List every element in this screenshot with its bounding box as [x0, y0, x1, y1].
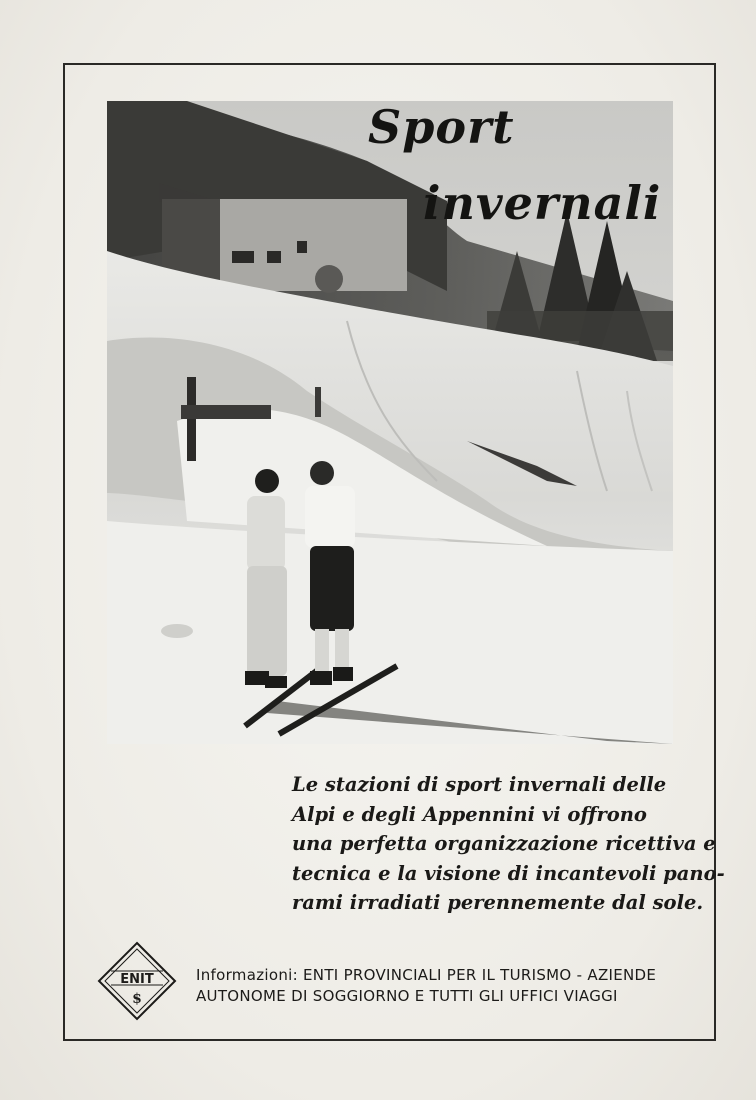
svg-text:$: $ [132, 991, 142, 1007]
enit-diamond-icon [97, 941, 177, 1021]
body-line-2: Alpi e degli Appennini vi offrono [292, 802, 647, 826]
body-line-5: rami irradiati perennemente dal sole. [292, 891, 704, 914]
body-line-3: una perfetta organizzazione ricettiva e [292, 832, 716, 855]
body-text [292, 770, 725, 918]
info-line-1-text: ENTI PROVINCIALI PER IL TURISMO - AZIENDE [303, 966, 657, 984]
logo-text: ENIT [120, 972, 154, 987]
body-line-1: Le stazioni di sport invernali delle [292, 773, 667, 796]
info-label: Informazioni: [196, 966, 298, 984]
info-block [196, 965, 696, 1007]
body-line-4: tecnica e la visione di incantevoli pano- [292, 861, 725, 885]
info-line-2: AUTONOME DI SOGGIORNO E TUTTI GLI UFFICI VIAGGI [196, 987, 618, 1005]
info-line-1 [196, 965, 696, 986]
title-line-2: invernali [423, 176, 662, 230]
enit-logo [97, 941, 177, 1021]
title-line-1: Sport [368, 100, 515, 154]
